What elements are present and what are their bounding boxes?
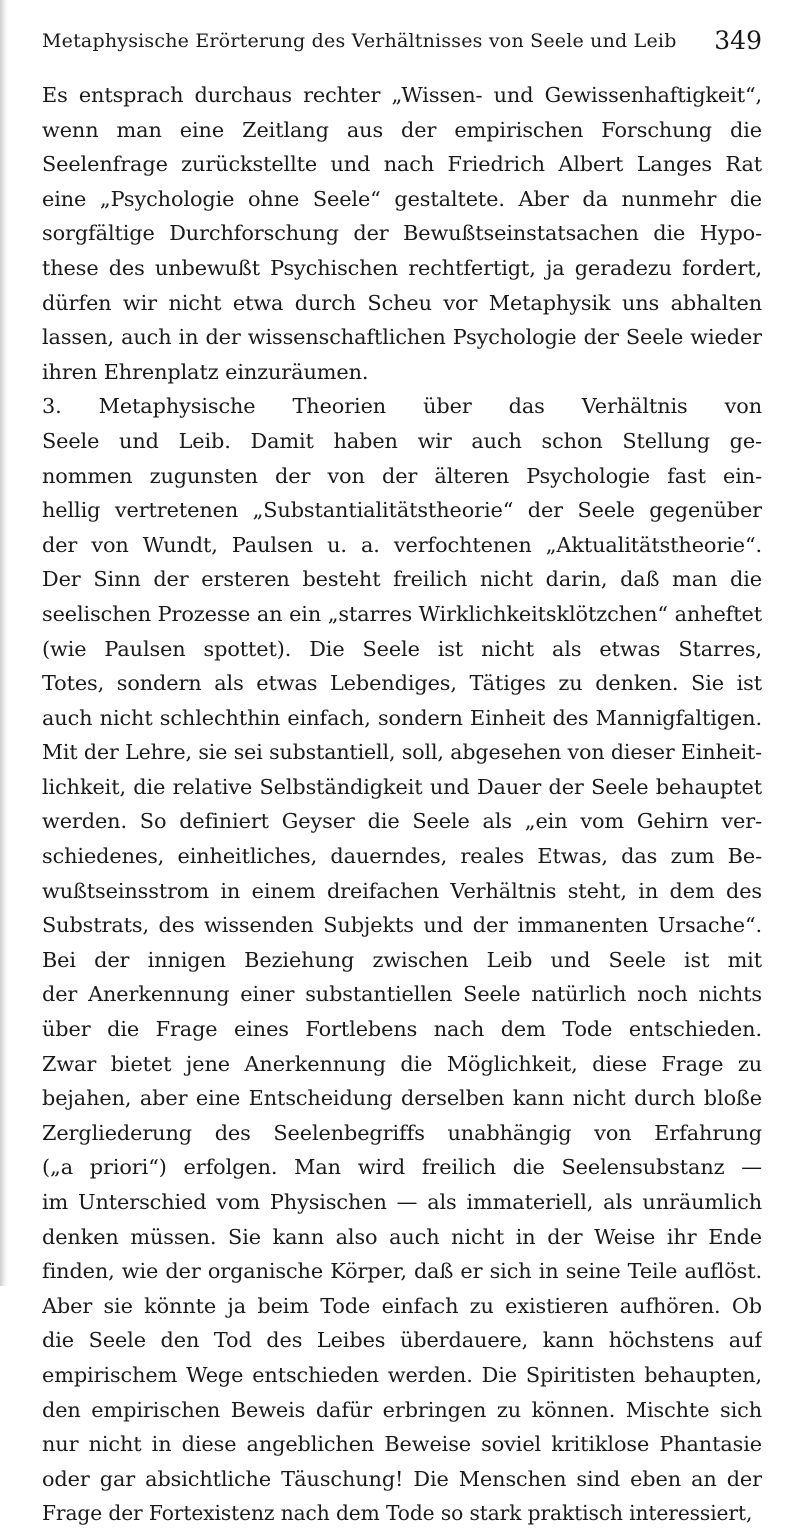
page-number: 349 [714, 26, 762, 55]
text-line: these des unbewußt Psychischen rechtfertigt, ja geradezu fordert, [42, 255, 762, 280]
text-line: der Anerkennung einer substantiellen Seele natürlich noch nichts [42, 982, 762, 1007]
text-line: Mit der Lehre, sie sei substantiell, soll, abgesehen von dieser Einheit- [42, 740, 762, 765]
page-gutter-shadow [0, 0, 8, 1286]
text-line: Frage der Fortexistenz nach dem Tode so stark praktisch interessiert, [42, 1501, 753, 1526]
text-line: Totes, sondern als etwas Lebendiges, Tätiges zu denken. Sie ist [42, 671, 762, 696]
text-line: im Unterschied vom Physischen — als immateriell, als unräumlich [42, 1190, 762, 1214]
text-line: dürfen wir nicht etwa durch Scheu vor Metaphysik uns abhalten [42, 290, 762, 315]
text-line: sorgfältige Durchforschung der Bewußtseinstatsachen die Hypo- [42, 221, 762, 246]
text-line: über die Frage eines Fortlebens nach dem Tode entschieden. [42, 1017, 762, 1042]
text-line: den empirischen Beweis dafür erbringen zu können. Mischte sich [42, 1397, 762, 1422]
text-line: der von Wundt, Paulsen u. a. verfochtenen „Aktualitätstheorie“. [42, 532, 762, 557]
text-line: finden, wie der organische Körper, daß er sich in seine Teile auflöst. [42, 1259, 762, 1284]
text-line: seelischen Prozesse an ein „starres Wirklichkeitsklötzchen“ anheftet [42, 601, 762, 626]
text-line: werden. So definiert Geyser die Seele als „ein vom Gehirn ver- [42, 809, 762, 834]
text-line: Aber sie könnte ja beim Tode einfach zu existieren aufhören. Ob [42, 1293, 762, 1318]
text-line: Es entsprach durchaus rechter „Wissen- und Gewissenhaftigkeit“, [42, 83, 762, 107]
text-line: Bei der innigen Beziehung zwischen Leib und Seele ist mit [42, 947, 762, 972]
running-head [42, 22, 762, 62]
text-line: Seele und Leib. Damit haben wir auch schon Stellung ge- [42, 428, 762, 453]
text-line: empirischem Wege entschieden werden. Die Spiritisten behaupten, [42, 1362, 762, 1387]
text-line: wußtseinsstrom in einem dreifachen Verhältnis steht, in dem des [42, 878, 762, 903]
text-line: Der Sinn der ersteren besteht freilich nicht darin, daß man die [42, 567, 762, 592]
text-line: wenn man eine Zeitlang aus der empirischen Forschung die [42, 117, 762, 142]
text-line: schiedenes, einheitliches, dauerndes, reales Etwas, das zum Be- [42, 844, 762, 869]
text-line: nommen zugunsten der von der älteren Psychologie fast ein- [42, 463, 762, 488]
running-head-title: Metaphysische Erörterung des Verhältnisses von Seele und Leib [42, 30, 677, 52]
text-line: (wie Paulsen spottet). Die Seele ist nicht als etwas Starres, [42, 636, 762, 661]
text-line: lichkeit, die relative Selbständigkeit und Dauer der Seele behauptet [42, 774, 762, 799]
text-line: Substrats, des wissenden Subjekts und der immanenten Ursache“. [42, 913, 762, 938]
text-line: ihren Ehrenplatz einzuräumen. [42, 359, 369, 384]
text-line: die Seele den Tod des Leibes überdauere, kann höchstens auf [42, 1328, 762, 1353]
text-line: („a priori“) erfolgen. Man wird freilich die Seelensubstanz — [42, 1155, 762, 1180]
text-line: 3. Metaphysische Theorien über das Verhältnis von [42, 394, 762, 419]
text-line: Zergliederung des Seelenbegriffs unabhängig von Erfahrung [42, 1120, 762, 1145]
text-line: oder gar absichtliche Täuschung! Die Menschen sind eben an der [42, 1466, 762, 1491]
body-text [42, 78, 762, 1531]
text-line: nur nicht in diese angeblichen Beweise soviel kritiklose Phantasie [42, 1432, 762, 1457]
text-line: Seelenfrage zurückstellte und nach Friedrich Albert Langes Rat [42, 152, 762, 177]
text-line: hellig vertretenen „Substantialitätstheorie“ der Seele gegenüber [42, 498, 762, 523]
text-line: auch nicht schlechthin einfach, sondern Einheit des Mannigfaltigen. [42, 705, 762, 730]
text-line: Zwar bietet jene Anerkennung die Möglichkeit, diese Frage zu [42, 1051, 762, 1076]
text-line: denken müssen. Sie kann also auch nicht in der Weise ihr Ende [42, 1224, 762, 1249]
text-line: eine „Psychologie ohne Seele“ gestaltete. Aber da nunmehr die [42, 186, 762, 211]
text-line: lassen, auch in der wissenschaftlichen Psychologie der Seele wieder [42, 325, 762, 350]
text-line: bejahen, aber eine Entscheidung derselben kann nicht durch bloße [42, 1086, 762, 1111]
